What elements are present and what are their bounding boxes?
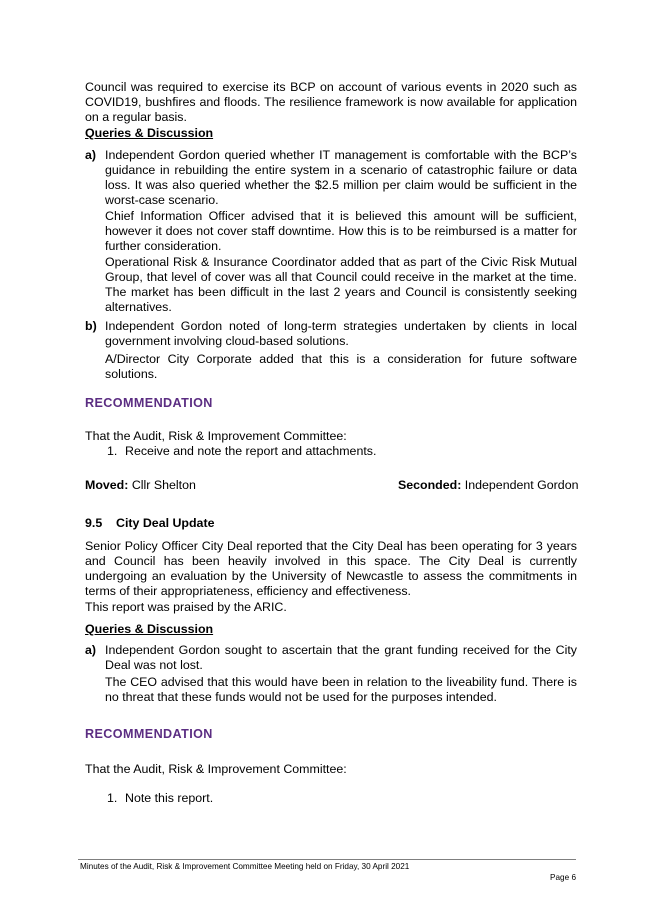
recommendation-heading: RECOMMENDATION: [85, 396, 213, 410]
queries-discussion-heading: Queries & Discussion: [85, 126, 214, 140]
item-a-label: a): [85, 148, 97, 162]
section-paragraph: Senior Policy Officer City Deal reported that the City Deal has been operating for 3 years and Council has been heavily involved in this space. The City Deal is currently undergoing an evaluation by the University of Newcastle to assess the commitments in terms of their appropriateness, efficiency and effectiveness.: [85, 539, 577, 598]
section-number: 9.5: [85, 516, 103, 530]
recommendation-item-text: Receive and note the report and attachments.: [125, 444, 377, 458]
item-b-response: A/Director City Corporate added that this is a consideration for future software solutions.: [105, 352, 577, 381]
item-a-text: Independent Gordon queried whether IT management is comfortable with the BCP’s guidance in rebuilding the entire system in a scenario of catastrophic failure or data loss. It was also queried whether the $2.5 million per claim would be sufficient in the worst-case scenario.: [105, 148, 577, 207]
item-b-text: Independent Gordon noted of long-term strategies undertaken by clients in local government involving cloud-based solutions.: [105, 319, 577, 348]
seconded-label: Seconded:: [398, 478, 462, 492]
item-a-text-2: Independent Gordon sought to ascertain that the grant funding received for the City Deal was not lost.: [105, 643, 577, 672]
item-a-response-cio: Chief Information Officer advised that it is believed this amount will be sufficient, however it does not cover staff downtime. How this is to be reimbursed is a matter for further consideration.: [105, 209, 577, 253]
item-a-response-insurance: Operational Risk & Insurance Coordinator added that as part of the Civic Risk Mutual Group, that level of cover was all that Council could receive in the market at the time. The market has been difficult in the last 2 years and Council is consistently seeking alternatives.: [105, 255, 577, 314]
page-number: Page 6: [550, 873, 576, 882]
footer-text: Minutes of the Audit, Risk & Improvement Committee Meeting held on Friday, 30 April 2021: [80, 862, 410, 871]
footer-rule: [78, 859, 576, 860]
recommendation-item-text-2: Note this report.: [125, 791, 214, 805]
moved-line: [85, 478, 196, 493]
recommendation-heading-2: RECOMMENDATION: [85, 727, 213, 741]
section-title: City Deal Update: [116, 516, 215, 530]
moved-label: Moved:: [85, 478, 129, 492]
item-b-label: b): [85, 319, 97, 333]
item-a-label-2: a): [85, 643, 97, 657]
item-a-response-ceo: The CEO advised that this would have been in relation to the liveability fund. There is no threat that these funds would not be used for the purposes intended.: [105, 675, 577, 704]
queries-discussion-heading-2: Queries & Discussion: [85, 622, 214, 636]
intro-paragraph: Council was required to exercise its BCP on account of various events in 2020 such as COVID19, bushfires and floods. The resilience framework is now available for application on a regular basis.: [85, 80, 577, 124]
moved-value: Cllr Shelton: [131, 478, 196, 492]
recommendation-intro: That the Audit, Risk & Improvement Committee:: [85, 429, 347, 443]
recommendation-item-number-2: 1.: [107, 791, 118, 805]
seconded-value: Independent Gordon: [464, 478, 579, 492]
recommendation-item-number: 1.: [107, 444, 118, 458]
recommendation-intro-2: That the Audit, Risk & Improvement Committee:: [85, 762, 347, 776]
section-praise: This report was praised by the ARIC.: [85, 600, 287, 614]
seconded-line: [398, 478, 578, 493]
